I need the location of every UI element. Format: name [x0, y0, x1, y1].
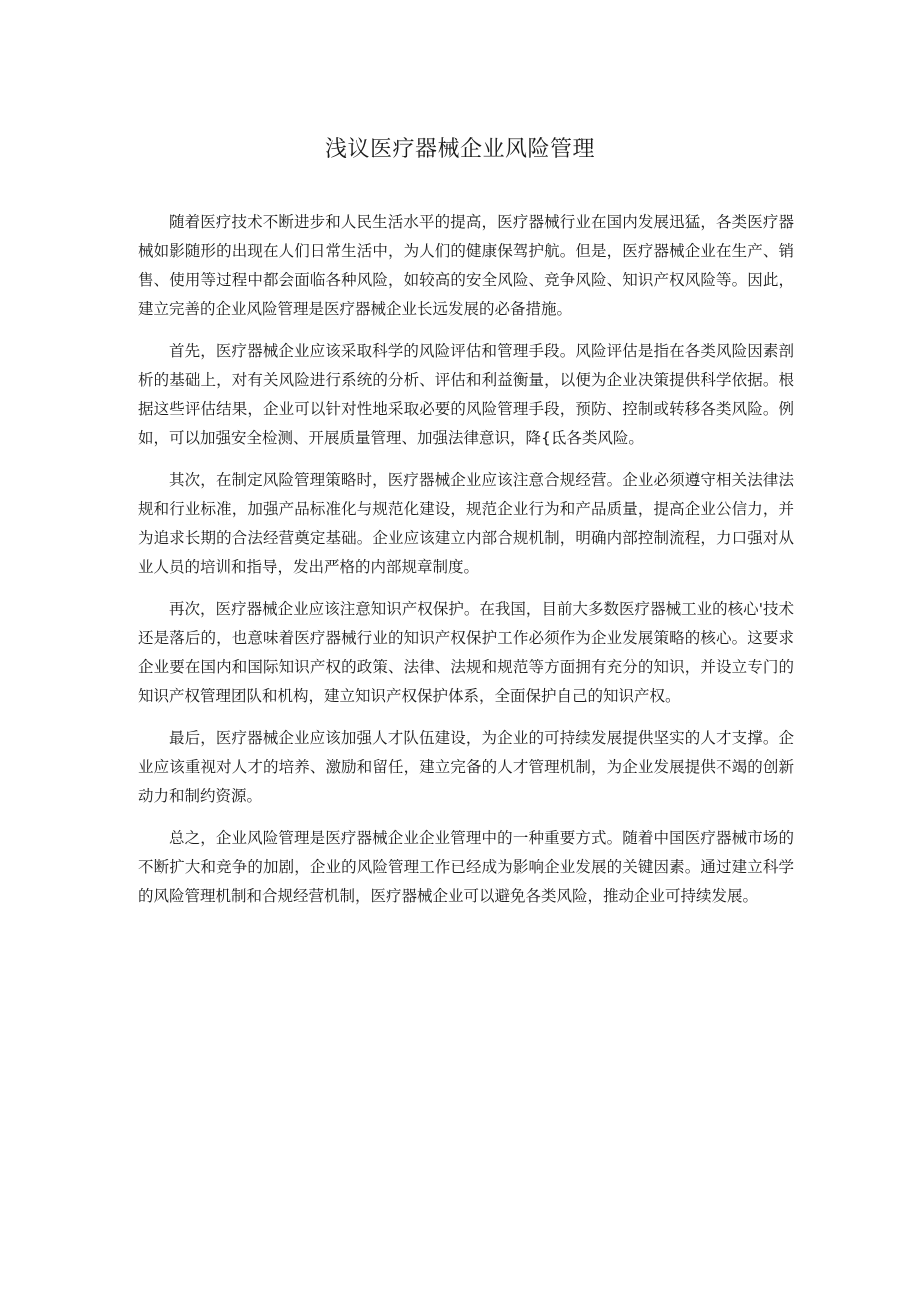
paragraph-talent: 最后，医疗器械企业应该加强人才队伍建设，为企业的可持续发展提供坚实的人才支撑。企业应该重视对人才的培养、激励和留任，建立完备的人才管理机制，为企业发展提供不竭的创新动力和制约资源。 [138, 729, 794, 805]
paragraph-intro: 随着医疗技术不断进步和人民生活水平的提高，医疗器械行业在国内发展迅猛，各类医疗器械如影随形的出现在人们日常生活中，为人们的健康保驾护航。但是，医疗器械企业在生产、销售、使用等过程中都会面临各种风险，如较高的安全风险、竞争风险、知识产权风险等。因此，建立完善的企业风险管理是医疗器械企业长远发展的必备措施。 [138, 213, 794, 318]
document-body [138, 208, 794, 924]
paragraph-ip-protection: 再次，医疗器械企业应该注意知识产权保护。在我国，目前大多数医疗器械工业的核心'技术还是落后的，也意味着医疗器械行业的知识产权保护工作必须作为企业发展策略的核心。这要求企业要在国内和国际知识产权的政策、法律、法规和规范等方面拥有充分的知识，并设立专门的知识产权管理团队和机构，建立知识产权保护体系，全面保护自己的知识产权。 [138, 600, 794, 705]
paragraph-conclusion: 总之，企业风险管理是医疗器械企业企业管理中的一种重要方式。随着中国医疗器械市场的不断扩大和竞争的加剧，企业的风险管理工作已经成为影响企业发展的关键因素。通过建立科学的风险管理机制和合规经营机制，医疗器械企业可以避免各类风险，推动企业可持续发展。 [138, 829, 794, 905]
paragraph-compliance: 其次，在制定风险管理策略时，医疗器械企业应该注意合规经营。企业必须遵守相关法律法规和行业标准，加强产品标准化与规范化建设，规范企业行为和产品质量，提高企业公信力，并为追求长期的合法经营奠定基础。企业应该建立内部合规机制，明确内部控制流程，力口强对从业人员的培训和指导，发出严格的内部规章制度。 [138, 471, 794, 576]
paragraph-risk-assessment: 首先，医疗器械企业应该采取科学的风险评估和管理手段。风险评估是指在各类风险因素剖析的基础上，对有关风险进行系统的分析、评估和利益衡量，以便为企业决策提供科学依据。根据这些评估结果，企业可以针对性地采取必要的风险管理手段，预防、控制或转移各类风险。例如，可以加强安全检测、开展质量管理、加强法律意识，降{氐各类风险。 [138, 342, 794, 447]
document-title: 浅议医疗器械企业风险管理 [324, 137, 595, 162]
